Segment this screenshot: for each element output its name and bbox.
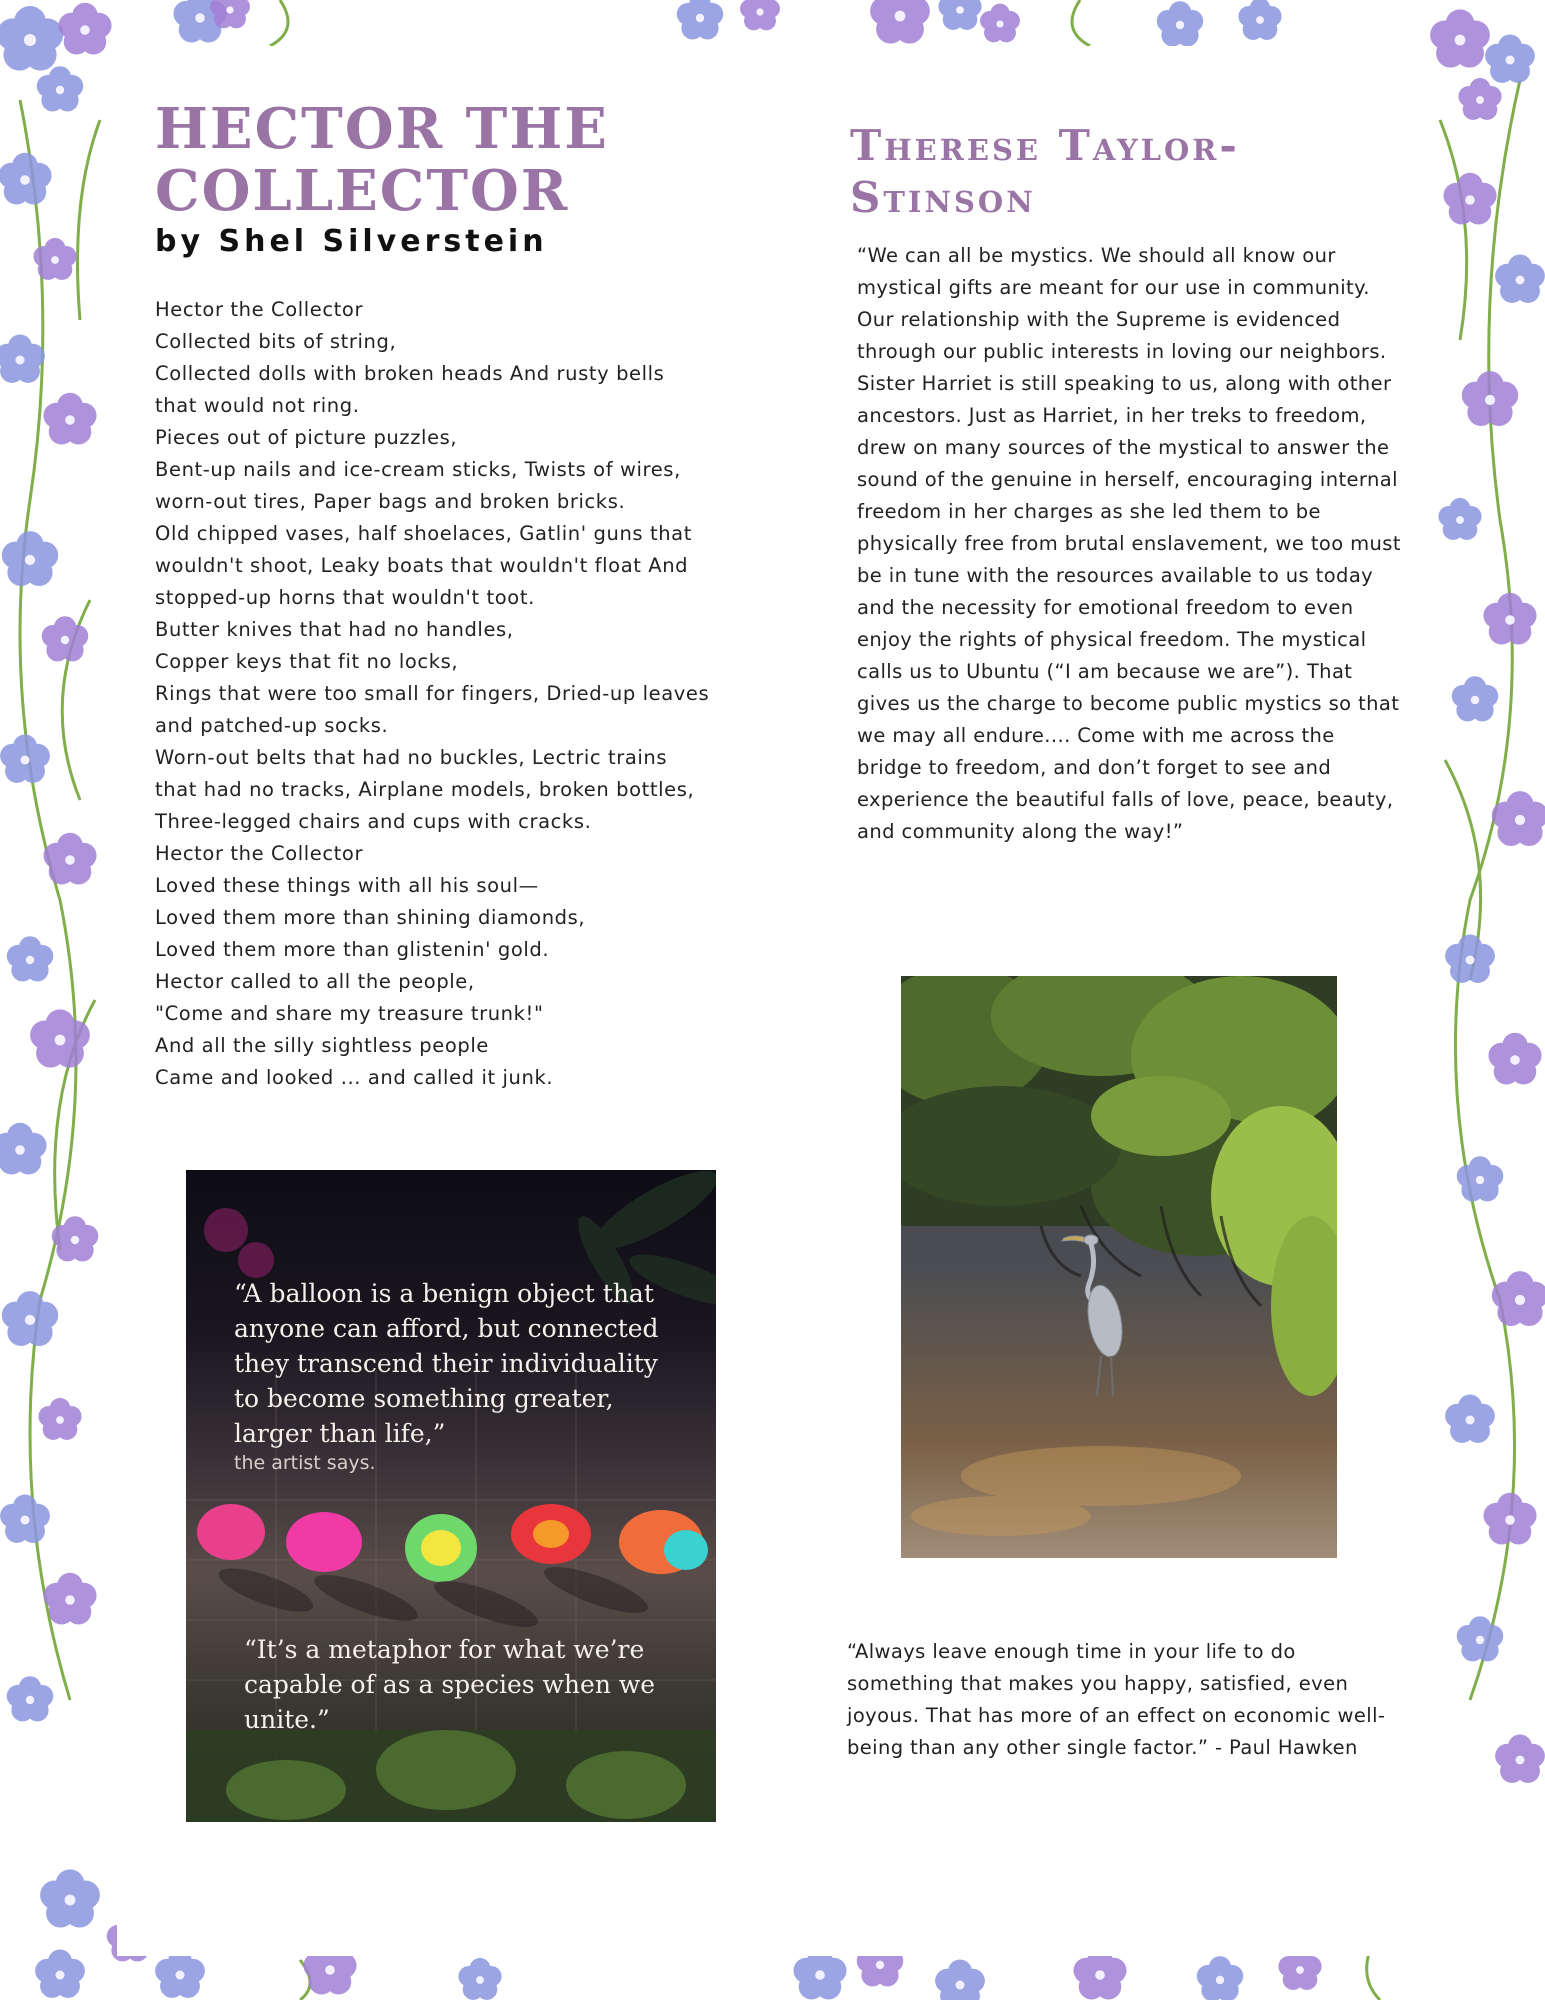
flower-center <box>1506 56 1515 65</box>
poem-line: Collected bits of string, <box>155 330 397 353</box>
flower-center <box>895 11 906 22</box>
flower-center <box>65 1895 76 1906</box>
poem-line: "Come and share my treasure trunk!" <box>155 1002 544 1025</box>
hawken-quote: “Always leave enough time in your life to do something that makes you happy, satisfied, even joyous. That has more of an effect on economic well-being than any other single factor.” - Paul Hawken <box>847 1640 1386 1759</box>
poem-line: Butter knives that had no handles, <box>155 618 514 641</box>
flower-center <box>51 256 59 264</box>
flower-center <box>20 175 30 185</box>
poem-line: Hector called to all the people, <box>155 970 475 993</box>
poem-line: Came and looked ... and called it junk. <box>155 1066 554 1089</box>
stem <box>1367 1950 1380 2000</box>
flower-center <box>1505 615 1515 625</box>
poem-line: that would not ring. <box>155 394 360 417</box>
flower-center <box>65 855 75 865</box>
balloon-quote-attribution: the artist says. <box>234 1452 376 1474</box>
flower-center <box>56 1416 64 1424</box>
flower-center <box>1466 956 1475 965</box>
mystic-quote: “We can all be mystics. We should all know our mystical gifts are meant for our use in community. Our relationship with the Supreme is evidenced through our public interests in loving our neighbors. Sister Harriet is still speaking to us, along with other ancestors. Just as Harriet, in her treks to freedom, drew on many sources of the mystical to answer the sound of the genuine in herself, encouraging internal freedom in her charges as she led them to be physically free from brutal enslavement, we too must be in tune with the resources available to us today and the necessity for emotional freedom to even enjoy the rights of physical freedom. The mystical calls us to Ubuntu (“I am because we are”). That gives us the charge to become public mystics so that we may all endure.... Come with me across the bridge to freedom, and don’t forget to see and experience the beautiful falls of love, peace, beauty, and community along the way!” <box>857 244 1401 843</box>
flower-center <box>226 6 233 13</box>
poem-line: Three-legged chairs and cups with cracks. <box>155 810 592 833</box>
flower-center <box>325 1965 335 1975</box>
flower-center <box>1256 16 1264 24</box>
poem-line: Hector the Collector <box>155 298 364 321</box>
poem-line: wouldn't shoot, Leaky boats that wouldn't float And <box>155 554 689 577</box>
flower-center <box>25 1315 35 1325</box>
flower-center <box>876 1961 884 1969</box>
poem-line: Bent-up nails and ice-cream sticks, Twists of wires, <box>155 458 681 481</box>
flower-center <box>956 6 964 14</box>
flower-center <box>55 1035 66 1046</box>
flower-center <box>1515 815 1525 825</box>
flower-center <box>21 1516 30 1525</box>
flower-center <box>25 555 35 565</box>
flower-center <box>26 956 34 964</box>
poem-line: stopped-up horns that wouldn't toot. <box>155 586 535 609</box>
poem-line: Copper keys that fit no locks, <box>155 650 459 673</box>
flower-center <box>56 86 64 94</box>
flower-center <box>65 1595 75 1605</box>
stem <box>1455 80 1520 1700</box>
poem-line: worn-out tires, Paper bags and broken bricks. <box>155 490 626 513</box>
page-content <box>117 46 1432 1956</box>
flower-center <box>756 8 763 15</box>
flower-center <box>1515 1295 1525 1305</box>
flower-center <box>195 13 205 23</box>
stem <box>270 0 288 46</box>
poem-line: Pieces out of picture puzzles, <box>155 426 458 449</box>
balloon-quote-2: “It’s a metaphor for what we’re capable of as a species when we unite.” <box>244 1635 656 1734</box>
poem-line: Worn-out belts that had no buckles, Lectric trains <box>155 746 668 769</box>
poem-line: Collected dolls with broken heads And rusty bells <box>155 362 665 385</box>
flower-center <box>80 25 90 35</box>
flower-icon <box>935 1960 985 2000</box>
poem-line: Loved them more than shining diamonds, <box>155 906 586 929</box>
flower-center <box>65 415 75 425</box>
mystic-title: Therese Taylor-Stinson <box>850 121 1240 222</box>
flower-center <box>1455 35 1466 46</box>
flower-center <box>1095 1970 1105 1980</box>
poem-line: Loved them more than glistenin' gold. <box>155 938 550 961</box>
heron-photo <box>901 976 1337 1558</box>
flower-center <box>71 1236 79 1244</box>
flower-icon <box>870 0 930 44</box>
stem <box>1072 0 1090 46</box>
poem-line: Old chipped vases, half shoelaces, Gatlin' guns that <box>155 522 692 545</box>
flower-center <box>1466 1416 1475 1425</box>
poem-line: Loved these things with all his soul— <box>155 874 539 897</box>
balloon-quote-1: “A balloon is a benign object that anyone can afford, but connected they transcend their individuality to become something greater, larger than life,” <box>234 1279 659 1448</box>
flower-center <box>1476 96 1484 104</box>
flower-center <box>176 1971 185 1980</box>
flower-center <box>61 636 69 644</box>
poem-line: and patched-up socks. <box>155 714 389 737</box>
flower-center <box>815 1970 825 1980</box>
poem-line: Hector the Collector <box>155 842 364 865</box>
flower-center <box>1216 1976 1224 1984</box>
flower-center <box>1465 195 1475 205</box>
flower-center <box>21 756 30 765</box>
flower-center <box>696 14 704 22</box>
flower-center <box>1505 1515 1515 1525</box>
poem-line: And all the silly sightless people <box>155 1034 489 1057</box>
heron-photo-art <box>901 976 1337 1558</box>
flower-center <box>1516 276 1525 285</box>
poem-byline: by Shel Silverstein <box>155 224 548 259</box>
poem-title: HECTOR THE COLLECTOR <box>155 96 609 224</box>
flower-icon <box>210 0 250 28</box>
flower-center <box>1471 696 1479 704</box>
flower-center <box>24 34 36 46</box>
flower-center <box>1176 21 1184 29</box>
flower-center <box>15 1145 25 1155</box>
flower-center <box>1485 395 1495 405</box>
flower-center <box>956 1981 965 1990</box>
flower-center <box>996 20 1003 27</box>
flower-icon <box>938 0 981 30</box>
flower-center <box>1510 1055 1520 1065</box>
flower-center <box>1296 1966 1304 1974</box>
poem-line: Rings that were too small for fingers, Dried-up leaves <box>155 682 710 705</box>
flower-center <box>1456 516 1464 524</box>
stem <box>78 120 101 320</box>
balloon-art-image <box>186 1170 716 1822</box>
flower-center <box>1476 1176 1484 1184</box>
flower-center <box>16 356 25 365</box>
poem-line: that had no tracks, Airplane models, broken bottles, <box>155 778 695 801</box>
flower-center <box>1476 1636 1484 1644</box>
flower-center <box>476 1976 484 1984</box>
flower-center <box>1516 1756 1525 1765</box>
flower-center <box>26 1696 34 1704</box>
poem-text <box>155 294 765 1094</box>
stem <box>1440 120 1467 340</box>
flower-center <box>56 1971 65 1980</box>
